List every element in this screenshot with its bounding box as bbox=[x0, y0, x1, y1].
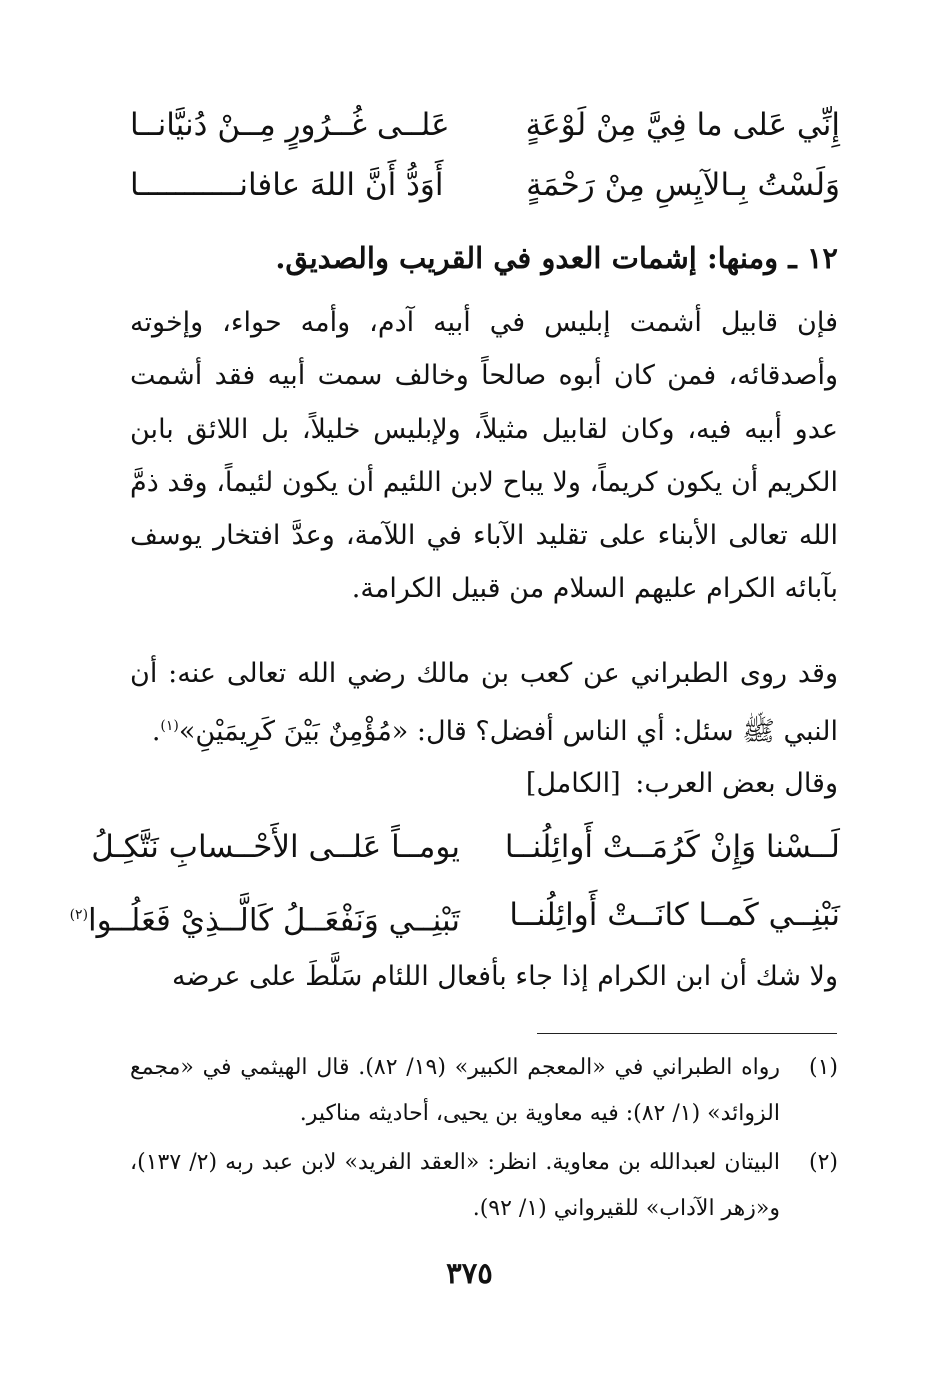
footnote-1 bbox=[130, 1045, 838, 1137]
hemistich-second: يومــاً عَلــى الأَحْــسابِ نَتَّكِـلُ bbox=[91, 829, 460, 865]
hemistich-second bbox=[69, 890, 460, 945]
footnote-divider bbox=[537, 1033, 837, 1034]
section-heading: ١٢ ـ ومنها: إشمات العدو في القريب والصديق. bbox=[275, 241, 838, 275]
poem1-verse1 bbox=[130, 100, 840, 150]
footnote-number: (١) bbox=[808, 1055, 838, 1080]
attribution-text: وقال بعض العرب: bbox=[635, 768, 838, 799]
hemistich-first: نَبْنِــي كَمــا كانَــتْ أَوائِلُنــا bbox=[509, 897, 840, 933]
footnote-2 bbox=[130, 1140, 838, 1232]
poem2-verse1 bbox=[91, 822, 840, 872]
footnote-number: (٢) bbox=[808, 1150, 838, 1175]
paragraph-2 bbox=[130, 647, 838, 747]
hemistich-first: وَلَسْتُ بِـالآيِسِ مِنْ رَحْمَةٍ bbox=[526, 167, 840, 203]
page-number: ٣٧٥ bbox=[446, 1256, 493, 1290]
footnote-ref-2: (٢) bbox=[69, 907, 89, 923]
poem1-verse2 bbox=[130, 160, 840, 210]
footnote-text: رواه الطبراني في «المعجم الكبير» (١٩/ ٨٢). قال الهيثمي في «مجمع الزوائد» (١/ ٨٢): فيه معاوية بن يحيى، أحاديثه مناكير. bbox=[130, 1055, 781, 1126]
paragraph-2-text: وقد روى الطبراني عن كعب بن مالك رضي الله تعالى عنه: أن النبي ﷺ سئل: أي الناس أفضل؟ قال: «مُؤْمِنٌ بَيْنَ كَرِيمَيْنِ» bbox=[130, 658, 838, 748]
hemistich-first: إِنِّي عَلى ما فِيَّ مِنْ لَوْعَةٍ bbox=[525, 107, 840, 143]
footnote-ref-1: (١) bbox=[160, 718, 179, 735]
paragraph-2-end: . bbox=[151, 716, 161, 748]
footnote-text: البيتان لعبدالله بن معاوية. انظر: «العقد الفريد» لابن عبد ربه (٢/ ١٣٧)، و«زهر الآداب» للقيرواني (١/ ٩٢). bbox=[130, 1150, 780, 1221]
poem-attribution bbox=[130, 760, 838, 808]
poem2-verse2 bbox=[69, 890, 840, 940]
meter-label: [الكامل] bbox=[525, 768, 621, 799]
hemistich-first: لَــسْنا وَإِنْ كَرُمَــتْ أَوائِلُنــا bbox=[504, 829, 840, 865]
hemistich-second: عَلــى غُــرُورٍ مِــنْ دُنيَّانــا bbox=[130, 107, 450, 143]
hemistich-text: تَبْنِــي وَنَفْعَــلُ كَالَّــذِيْ فَعَلُــوا bbox=[88, 902, 460, 939]
closing-line: ولا شك أن ابن الكرام إذا جاء بأفعال اللئام سَلَّطَ على عرضه bbox=[172, 961, 838, 992]
hemistich-second: أَوَدُّ أَنَّ اللهَ عافانـــــــــــا bbox=[130, 167, 444, 203]
paragraph-1: فإن قابيل أشمت إبليس في أبيه آدم، وأمه حواء، وإخوته وأصدقائه، فمن كان أبوه صالحاً وخالف سمت أبيه فقد أشمت عدو أبيه فيه، وكان لقابيل مثيلاً، ولإبليس خليلاً، بل اللائق بابن الكريم أن يكون كريماً، ولا يباح لابن اللئيم أن يكون لئيماً، وقد ذمَّ الله تعالى الأبناء على تقليد الآباء في اللآمة، وعدَّ افتخار يوسف بآبائه الكرام عليهم السلام من قبيل الكرامة. bbox=[130, 307, 838, 605]
